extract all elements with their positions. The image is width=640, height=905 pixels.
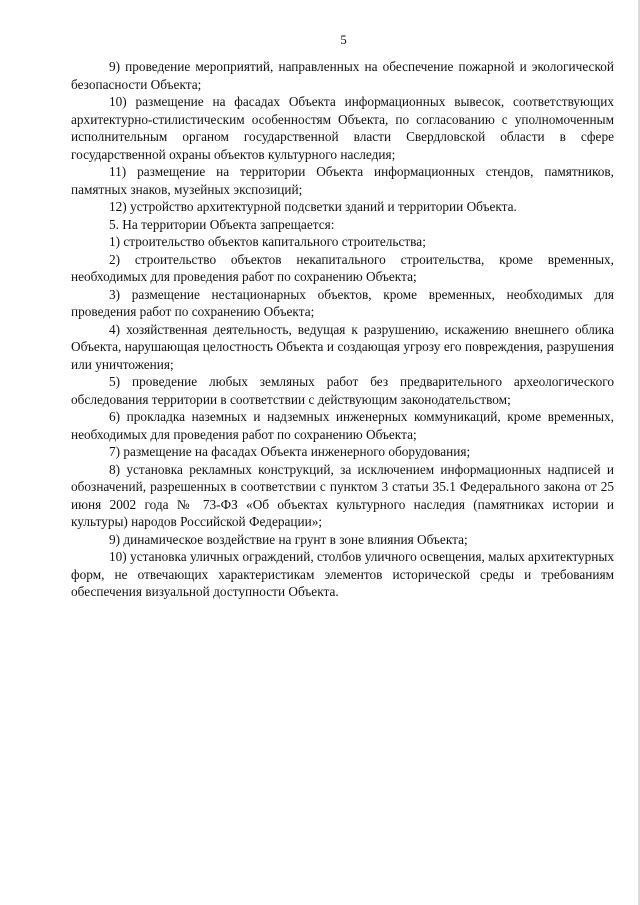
prohibited-item-6: 6) прокладка наземных и надземных инженерных коммуникаций, кроме временных, необходимых для проведения работ по сохранению Объекта;: [71, 409, 614, 442]
paragraph-item-12-lighting: 12) устройство архитектурной подсветки зданий и территории Объекта.: [109, 199, 517, 214]
prohibited-item-1: 1) строительство объектов капитального строительства;: [109, 234, 426, 249]
prohibited-item-9: 9) динамическое воздействие на грунт в зоне влияния Объекта;: [109, 531, 468, 547]
paragraph-item-11-info-stands: 11) размещение на территории Объекта информационных стендов, памятников, памятных знаков, музейных экспозиций;: [71, 164, 614, 197]
paragraph-item-10-facade-signage: 10) размещение на фасадах Объекта информационных вывесок, соответствующих архитектурно-стилистическим особенностям Объекта, по согласованию с уполномоченным исполнительным органом государственной власти Свердловской области в сфере государственной охраны объектов культурного наследия;: [71, 94, 614, 162]
page-number: 5: [340, 32, 347, 47]
prohibited-item-4: 4) хозяйственная деятельность, ведущая к разрушению, искажению внешнего облика Объекта, нарушающая целостность Объекта и создающая угрозу его повреждения, разрушения или уничтожения;: [71, 321, 614, 372]
prohibited-item-5: 5) проведение любых земляных работ без предварительного археологического обследования территории в соответствии с действующим законодательством;: [71, 374, 614, 407]
section-heading-prohibited: 5. На территории Объекта запрещается:: [109, 216, 335, 232]
prohibited-item-7: 7) размещение на фасадах Объекта инженерного оборудования;: [109, 444, 471, 459]
document-body: [71, 58, 614, 601]
prohibited-item-8: 8) установка рекламных конструкций, за исключением информационных надписей и обозначений, разрешенных в соответствии с пунктом 3 статьи 35.1 Федерального закона от 25 июня 2002 года № 73-ФЗ «Об объектах культурного наследия (памятниках истории и культуры) народов Российской Федерации»;: [71, 461, 614, 529]
paragraph-item-9-fire-ecological-safety: 9) проведение мероприятий, направленных на обеспечение пожарной и экологической безопасности Объекта;: [71, 59, 614, 92]
prohibited-item-10: 10) установка уличных ограждений, столбов уличного освещения, малых архитектурных форм, не отвечающих характеристикам элементов исторической среды и требованиям обеспечения визуальной доступности Объекта.: [71, 549, 615, 599]
prohibited-item-2: 2) строительство объектов некапитального строительства, кроме временных, необходимых для проведения работ по сохранению Объекта;: [71, 251, 614, 284]
prohibited-item-3: 3) размещение нестационарных объектов, кроме временных, необходимых для проведения работ по сохранению Объекта;: [71, 286, 614, 319]
